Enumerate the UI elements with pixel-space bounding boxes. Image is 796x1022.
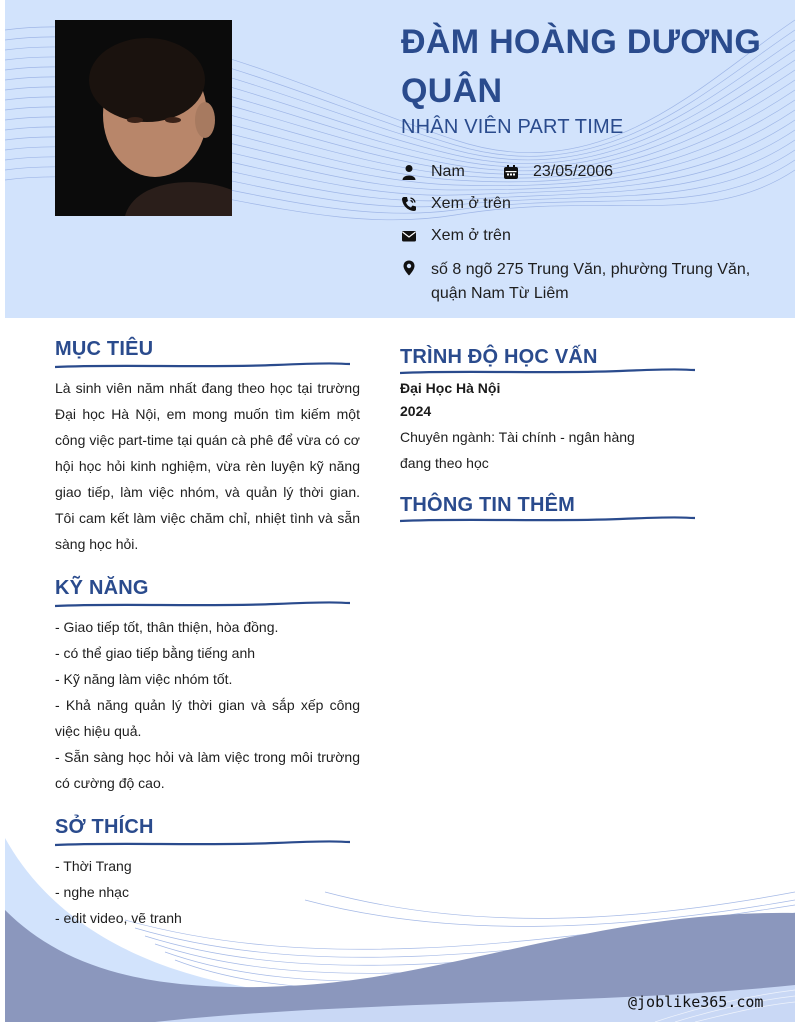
education-title: TRÌNH ĐỘ HỌC VẤN <box>400 346 598 368</box>
phone-icon <box>401 196 417 212</box>
education-major: Chuyên ngành: Tài chính - ngân hàng <box>400 429 635 445</box>
cv-header <box>5 0 795 318</box>
gender-row <box>401 163 465 181</box>
skills-list <box>55 614 360 796</box>
phone-row <box>401 195 511 213</box>
email-value: Xem ở trên <box>431 227 511 244</box>
envelope-icon <box>401 228 417 244</box>
skill-item: - Giao tiếp tốt, thân thiện, hòa đồng. <box>55 619 279 635</box>
skill-item: - có thể giao tiếp bằng tiếng anh <box>55 645 256 661</box>
birthdate-row <box>503 163 613 181</box>
skills-title: KỸ NĂNG <box>55 577 149 599</box>
address-value: số 8 ngõ 275 Trung Văn, phường Trung Văn, quận Nam Từ Liêm <box>431 261 751 302</box>
calendar-icon <box>503 164 519 180</box>
education-school: Đại Học Hà Nội <box>400 380 501 396</box>
profile-photo <box>55 20 232 216</box>
education-year: 2024 <box>400 403 432 419</box>
skill-item: - Sẵn sàng học hỏi và làm việc trong môi trường có cường độ cao. <box>55 749 360 791</box>
hobbies-title: SỞ THÍCH <box>55 816 154 838</box>
address-row <box>401 260 431 276</box>
person-icon <box>401 164 417 180</box>
skills-underline <box>55 601 350 609</box>
education-status: đang theo học <box>400 455 489 471</box>
gender-value: Nam <box>431 163 465 180</box>
birthdate-value: 23/05/2006 <box>533 163 614 180</box>
job-title: NHÂN VIÊN PART TIME <box>401 116 624 138</box>
skill-item: - Kỹ năng làm việc nhóm tốt. <box>55 671 233 687</box>
site-watermark: @joblike365.com <box>628 993 764 1011</box>
objective-text: Là sinh viên năm nhất đang theo học tại trường Đại học Hà Nội, em mong muốn tìm kiếm một công việc part-time tại quán cà phê để vừa có cơ hội học hỏi kinh nghiệm, vừa rèn luyện kỹ năng giao tiếp, làm việc nhóm, và quản lý thời gian. Tôi cam kết làm việc chăm chỉ, nhiệt tình và sẵn sàng học hỏi. <box>55 380 360 552</box>
objective-underline <box>55 362 350 370</box>
phone-value: Xem ở trên <box>431 195 511 212</box>
hobby-item: - nghe nhạc <box>55 884 129 900</box>
education-underline <box>400 368 695 376</box>
hobby-item: - Thời Trang <box>55 858 132 874</box>
map-pin-icon <box>401 260 417 276</box>
additional-info-underline <box>400 516 695 524</box>
candidate-name: ĐÀM HOÀNG DƯƠNG QUÂN <box>401 23 762 110</box>
hobbies-list <box>55 853 360 931</box>
education-details <box>400 424 700 476</box>
hobby-item: - edit video, vẽ tranh <box>55 910 182 926</box>
objective-title: MỤC TIÊU <box>55 338 154 360</box>
skill-item: - Khả năng quản lý thời gian và sắp xếp công việc hiệu quả. <box>55 697 360 739</box>
profile-photo-image <box>55 20 232 216</box>
additional-info-title: THÔNG TIN THÊM <box>400 494 576 516</box>
email-row <box>401 227 511 245</box>
